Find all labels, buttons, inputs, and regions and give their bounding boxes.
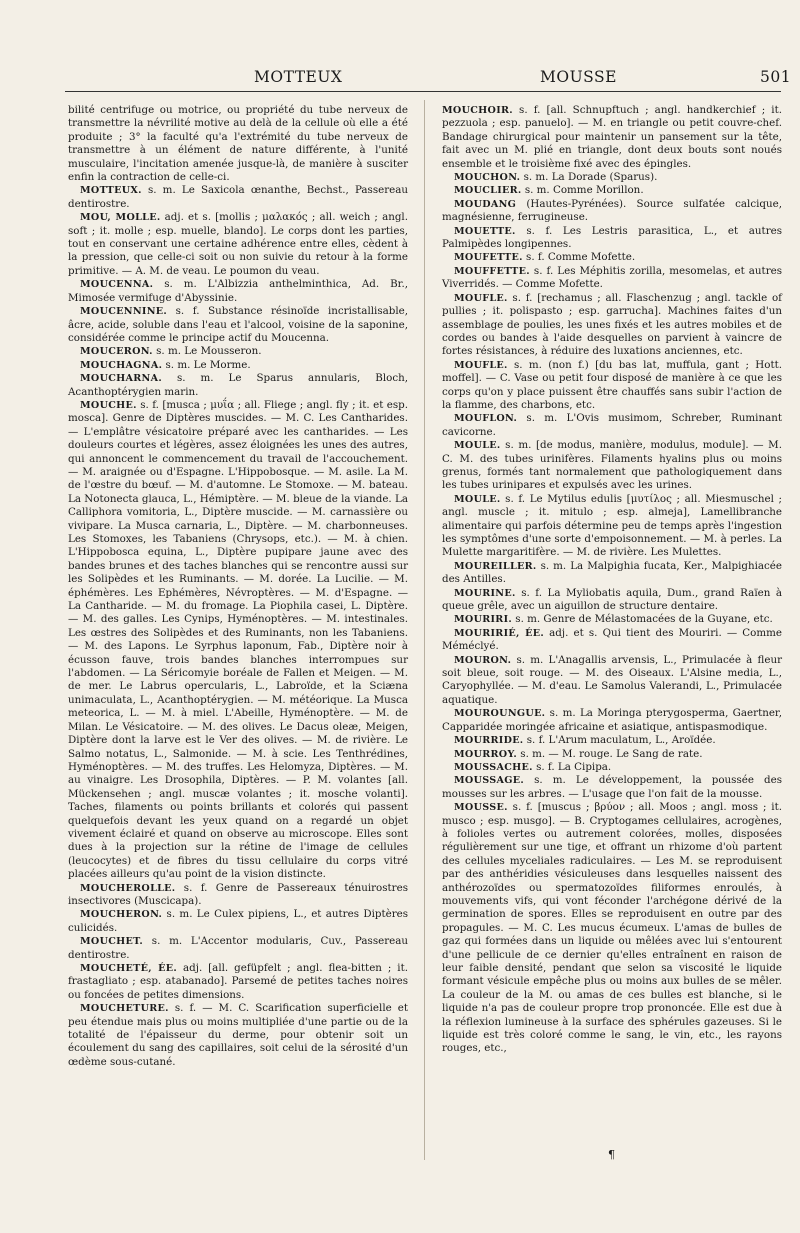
entry-definition: s. m. L'Ovis musimom, Schreber, Ruminant cavicorne. bbox=[442, 412, 782, 438]
entry-headword: MOUCHETURE. bbox=[80, 1003, 169, 1015]
entry-headword: MOUCHARNA. bbox=[80, 373, 163, 385]
entry-definition: s. f. Substance résinoïde incristallisable, âcre, acide, soluble dans l'eau et l'alcool, voisine de la saponine, considérée comme le principe actif du Moucenna. bbox=[68, 305, 408, 344]
entry-headword: MOUSSACHE. bbox=[454, 761, 533, 773]
entry-definition: s. f. [all. Schnupftuch ; angl. handkerchief ; it. pezzuola ; esp. panuelo]. — M. en triangle ou petit couvre-chef. Bandage chirurgical pour maintenir un pansement sur la tête, fait avec un M. plié en triangle, dont deux bouts sont noués ensemble et le troisième fixé avec des épingles. bbox=[442, 104, 782, 170]
page-number: 501 bbox=[760, 68, 792, 86]
entry-headword: MOUCENNINE. bbox=[80, 306, 168, 318]
entry-definition: adj. et s. Qui tient des Mouriri. — Comme Méméclyé. bbox=[442, 626, 783, 653]
entry-headword: MOURIRI. bbox=[454, 614, 513, 626]
dictionary-entry bbox=[442, 104, 782, 171]
header-right-word: MOUSSE bbox=[540, 68, 617, 86]
right-column bbox=[442, 104, 782, 1056]
dictionary-entry bbox=[442, 734, 782, 747]
entry-definition: s. m. Le développement, la poussée des mousses sur les arbres. — L'usage que l'on fait de la mousse. bbox=[442, 774, 782, 800]
dictionary-entry bbox=[442, 171, 782, 184]
entry-definition: s. m. L'Albizzia anthelminthica, Ad. Br., Mimosée vermifuge d'Abyssinie. bbox=[68, 278, 408, 304]
entry-headword: MOURRIDE. bbox=[454, 735, 524, 747]
entry-headword: MOURON. bbox=[454, 654, 512, 666]
entry-definition: s. f. L'Arum maculatum, L., Aroïdée. bbox=[526, 734, 716, 747]
entry-definition: s. m. L'Accentor modularis, Cuv., Passereau dentirostre. bbox=[68, 935, 408, 961]
entry-definition: adj. et s. [mollis ; μαλακός ; all. weich ; angl. soft ; it. molle ; esp. muelle, blando]. Le corps dont les parties, tout en conservant une certaine adhérence entre elles, cèdent à la pression, que celle-ci soit ou non suivie du retour à la forme primitive. — A. M. de veau. Le poumon du veau. bbox=[68, 211, 408, 277]
dictionary-entry bbox=[442, 654, 782, 708]
entry-definition: s. m. (non f.) [du bas lat, muffula, gant ; Hott. moffel]. — C. Vase ou petit four disposé de manière à ce que les corps qu'on y place puissent être chauffés sans subir l'action de la flamme, des charbons, etc. bbox=[442, 358, 782, 411]
entry-headword: MOUFLON. bbox=[454, 413, 518, 425]
entry-definition: s. m. Le Culex pipiens, L., et autres Diptères culicidés. bbox=[68, 908, 408, 934]
dictionary-entry bbox=[442, 184, 782, 197]
dictionary-entry bbox=[442, 587, 782, 614]
entry-headword: MOUCHE. bbox=[80, 399, 137, 411]
entry-headword: MOULE. bbox=[454, 493, 501, 505]
entry-definition: s. m. Le Saxicola œnanthe, Bechst., Passereau dentirostre. bbox=[68, 184, 408, 210]
entry-headword: MOUFFETTE. bbox=[454, 265, 530, 277]
entry-headword: MOU, MOLLE. bbox=[80, 212, 161, 224]
dictionary-entry bbox=[68, 359, 408, 372]
entry-headword: MOULE. bbox=[454, 440, 501, 452]
dictionary-entry bbox=[68, 184, 408, 211]
margin-mark: ¶ bbox=[608, 1148, 615, 1161]
entry-definition: s. m. La Moringa pterygosperma, Gaertner, Capparidée moringée africaine et asiatique, antispasmodique. bbox=[442, 707, 782, 733]
entry-headword: MOUCHERON. bbox=[80, 909, 163, 921]
dictionary-entry bbox=[442, 627, 782, 654]
dictionary-entry bbox=[68, 211, 408, 278]
entry-headword: MOUREILLER. bbox=[454, 560, 537, 572]
entry-headword: MOURINE. bbox=[454, 587, 516, 599]
dictionary-entry bbox=[442, 761, 782, 774]
header-rule bbox=[65, 91, 781, 92]
column-divider bbox=[424, 100, 425, 1160]
entry-headword: MOUFLE. bbox=[454, 292, 508, 304]
entry-definition: s. f. La Cipipa. bbox=[536, 760, 612, 773]
entry-definition: s. m. [de modus, manière, modulus, module]. — M. C. M. des tubes urinifères. Filaments hyalins plus ou moins grenus, formés tant normalement que pathologiquement dans les tubes urinipares et expulsés avec les urines. bbox=[442, 439, 782, 492]
entry-definition: s. f. Genre de Passereaux ténuirostres insectivores (Muscicapa). bbox=[68, 881, 408, 907]
entry-headword: MOUCHET. bbox=[80, 936, 143, 948]
dictionary-entry bbox=[442, 439, 782, 493]
entry-definition: s. f. Comme Mofette. bbox=[526, 251, 636, 264]
entry-headword: MOUCLIER. bbox=[454, 185, 522, 197]
dictionary-entry bbox=[442, 801, 782, 1056]
dictionary-entry bbox=[68, 882, 408, 909]
dictionary-entry bbox=[442, 251, 782, 264]
dictionary-entry bbox=[68, 372, 408, 399]
entry-headword: MOUSSAGE. bbox=[454, 775, 524, 787]
entry-headword: MOUCENNA. bbox=[80, 279, 154, 291]
entry-headword: MOUCHEROLLE. bbox=[80, 882, 176, 894]
entry-definition: s. f. Les Lestris parasitica, L., et autres Palmipèdes longipennes. bbox=[442, 224, 782, 251]
entry-headword: MOTTEUX. bbox=[80, 185, 142, 197]
entry-headword: MOUFLE. bbox=[454, 359, 508, 371]
entry-headword: MOURROY. bbox=[454, 748, 517, 760]
entry-definition: s. f. [musca ; μυΐα ; all. Fliege ; angl. fly ; it. et esp. mosca]. Genre de Diptères muscides. — M. C. Les Cantharides. — L'emplâtre vésicatoire préparé avec les cantharides. — Les douleurs courtes et légères, assez éloignées les unes des autres, qui annoncent le commencement du travail de l'accouchement. — M. araignée ou d'Espagne. L'Hippobosque. — M. asile. La M. de l'œstre du bœuf. — M. d'automne. Le Stomoxe. — M. bateau. La Notonecta glauca, L., Hémiptère. — M. bleue de la viande. La Calliphora vomitoria, L., Diptère muscide. — M. carnassière ou vivipare. La Musca carnaria, L., Diptère. — M. charbonneuses. Les Stomoxes, les Tabaniens (Chrysops, etc.). — M. à chien. L'Hippobosca equina, L., Diptère pupipare jaune avec des bandes brunes et des taches blanches qui se rencontre aussi sur les Solipèdes et les Ruminants. — M. dorée. La Lucilie. — M. éphémères. Les Ephémères, Névroptères. — M. d'Espagne. — La Cantharide. — M. du fromage. La Piophila casei, L. Diptère. — M. des galles. Les Cynips, Hyménoptères. — M. intestinales. Les œstres des Solipèdes et des Ruminants, non les Tabaniens. — M. des Lapons. Le Syrphus laponum, Fab., Diptère noir à écusson fauve, trois bandes blanches interrompues sur l'abdomen. — La Séricomyie boréale de Fallen et Meigen. — M. de mer. Le Labrus opercularis, L., Labroïde, et la Sciæna unimaculata, L., Acanthoptérygien. — M. météorique. La Musca meteorica, L. — M. à miel. L'Abeille, Hyménoptère. — M. de Milan. Le Vésicatoire. — M. des olives. Le Dacus oleæ, Meigen, Diptère dont la larve est le Ver des olives. — M. de rivière. Le Salmo notatus, L., Salmonide. — M. à scie. Les Tenthrédines, Hyménoptères. — M. des truffes. Les Helomyza, Diptères. — M. au vinaigre. Les Drosophila, Diptères. — P. M. volantes [all. Mückensehen ; angl. muscæ volantes ; it. mosche volanti]. Taches, filaments ou points brillants et colorés qui passent quelquefois devant les yeux quand on a regardé un objet vivement éclairé et quand on observe au microscope. Elles sont dues à la projection sur la rétine de l'image de cellules (leucocytes) et de fibres du tissu cellulaire du corps vitré placées ailleurs qu'au point de la vision distincte. bbox=[68, 398, 408, 881]
entry-headword: MOUDANG bbox=[454, 198, 517, 210]
entry-headword: MOUCHON. bbox=[454, 172, 521, 184]
entry-headword: MOUSSE. bbox=[454, 802, 508, 814]
entry-definition: s. f. La Myliobatis aquila, Dum., grand Raïen à queue grêle, avec un aiguillon de structure dentaire. bbox=[442, 586, 783, 613]
entry-headword: MOUCHETÉ, ÉE. bbox=[80, 963, 178, 974]
entry-definition: s. m. L'Anagallis arvensis, L., Primulacée à fleur soit bleue, soit rouge. — M. des Oiseaux. L'Alsine media, L., Caryophyllée. — M. d'eau. Le Samolus Valerandi, L., Primulacée aquatique. bbox=[442, 653, 782, 706]
entry-definition: s. f. Le Mytilus edulis [μυτίλος ; all. Miesmuschel ; angl. muscle ; it. mitulo ; esp. almeja], Lamellibranche alimentaire qui parfois détermine peu de temps après l'ingestion les symptômes d'une sorte d'empoisonnement. — M. à perles. La Mulette margaritifère. — M. de rivière. Les Mulettes. bbox=[442, 492, 782, 559]
dictionary-entry bbox=[442, 493, 782, 560]
entry-headword: MOUETTE. bbox=[454, 225, 516, 237]
entry-headword: MOUCERON. bbox=[80, 346, 153, 358]
entry-definition: s. f. [muscus ; βρύον ; all. Moos ; angl. moss ; it. musco ; esp. musgo]. — B. Cryptogames cellulaires, acrogènes, à folioles vertes ou autrement colorées, molles, disposées régulièrement sur une tige, et offrant un rhizome d'où partent des cellules myceliales radiculaires. — Les M. se reproduisent par des anthéridies vésiculeuses dans lesquelles naissent des anthérozoïdes ou spermatozoïdes filiformes enroulés, à mouvements vifs, qui vont féconder l'archégone dérivé de la germination de spores. Elles se reproduisent en outre par des propagules. — M. C. Les mucus écumeux. L'amas de bulles de gaz qui formées dans un liquide ou mêlées avec lui s'entourent d'une pellicule de ce dernier qu'elles entraînent en raison de leur faible densité, pendant que selon sa viscosité le liquide formant vésicule empêche plus ou moins aux bulles de se mêler. La couleur de la M. ou amas de ces bulles est blanche, si le liquide n'a pas de couleur propre trop prononcée. Elle est due à la réflexion lumineuse à la surface des sphérules gazeuses. Si le liquide est très coloré comme le sang, le vin, etc., les rayons rouges, etc., bbox=[442, 801, 783, 1055]
entry-headword: MOUCHAGNA. bbox=[80, 359, 163, 371]
dictionary-entry bbox=[442, 774, 782, 801]
entry-definition: s. f. — M. C. Scarification superficielle et peu étendue mais plus ou moins multipliée d'une partie ou de la totalité de l'épaisseur du derme, pour obtenir soit un écoulement du sang des capillaires, soit celui de la sérosité d'un œdème sous-cutané. bbox=[68, 1002, 408, 1068]
dictionary-entry bbox=[68, 399, 408, 882]
running-header bbox=[0, 68, 800, 92]
header-left-word: MOTTEUX bbox=[254, 68, 343, 86]
entry-definition: s. m. Le Sparus annularis, Bloch, Acanthoptérygien marin. bbox=[68, 372, 408, 398]
entry-definition: bilité centrifuge ou motrice, ou propriété du tube nerveux de transmettre la névrilité motive au delà de la cellule où elle a été produite ; 3° la faculté qu'a l'extrémité du tube nerveux de transmettre à un élément de nature différente, à l'unité musculaire, l'incitation amenée jusque-là, de manière à susciter enfin la contraction de celle-ci. bbox=[68, 104, 408, 184]
left-column bbox=[68, 104, 408, 1069]
entry-definition: s. m. Genre de Mélastomacées de la Guyane, etc. bbox=[515, 613, 773, 626]
entry-definition: s. m. Le Morme. bbox=[165, 358, 251, 371]
dictionary-entry bbox=[442, 748, 782, 761]
dictionary-entry bbox=[442, 707, 782, 734]
entry-definition: (Hautes-Pyrénées). Source sulfatée calcique, magnésienne, ferrugineuse. bbox=[442, 197, 782, 224]
dictionary-entry bbox=[68, 104, 408, 184]
entry-headword: MOUROUNGUE. bbox=[454, 708, 546, 720]
dictionary-entry bbox=[442, 560, 782, 587]
entry-headword: MOURIRIÉ, ÉE. bbox=[454, 627, 544, 639]
entry-definition: s. m. Le Mousseron. bbox=[156, 345, 262, 358]
entry-definition: s. m. La Malpighia fucata, Ker., Malpighiacée des Antilles. bbox=[442, 559, 782, 586]
dictionary-entry bbox=[442, 265, 782, 292]
dictionary-entry bbox=[68, 935, 408, 962]
entry-headword: MOUCHOIR. bbox=[442, 105, 513, 116]
dictionary-entry bbox=[442, 198, 782, 225]
dictionary-entry bbox=[442, 292, 782, 359]
dictionary-entry bbox=[68, 908, 408, 935]
entry-definition: s. m. Comme Morillon. bbox=[524, 184, 644, 197]
entry-definition: adj. [all. gefüpfelt ; angl. flea-bitten ; it. frastagliato ; esp. atabanado]. Parsemé de petites taches noires ou foncées de petites dimensions. bbox=[68, 962, 409, 1001]
dictionary-entry bbox=[68, 962, 408, 1002]
dictionary-entry bbox=[68, 305, 408, 345]
entry-definition: s. m. — M. rouge. Le Sang de rate. bbox=[520, 747, 703, 760]
dictionary-entry bbox=[442, 225, 782, 252]
dictionary-entry bbox=[442, 613, 782, 626]
entry-definition: s. f. [rechamus ; all. Flaschenzug ; angl. tackle of pullies ; it. polispasto ; esp. garrucha]. Machines faites d'un assemblage de poulies, les unes fixés et les autres mobiles et de cordes ou bandes à l'aide desquelles on parvient à vaincre de fortes résistances, à réduire des luxations anciennes, etc. bbox=[442, 291, 782, 358]
dictionary-entry bbox=[442, 412, 782, 439]
entry-definition: s. f. Les Méphitis zorilla, mesomelas, et autres Viverridés. — Comme Mofette. bbox=[442, 264, 782, 291]
dictionary-entry bbox=[68, 1002, 408, 1069]
dictionary-entry bbox=[68, 345, 408, 358]
entry-definition: s. m. La Dorade (Sparus). bbox=[523, 171, 658, 184]
dictionary-entry bbox=[68, 278, 408, 305]
dictionary-entry bbox=[442, 359, 782, 413]
entry-headword: MOUFETTE. bbox=[454, 252, 523, 264]
